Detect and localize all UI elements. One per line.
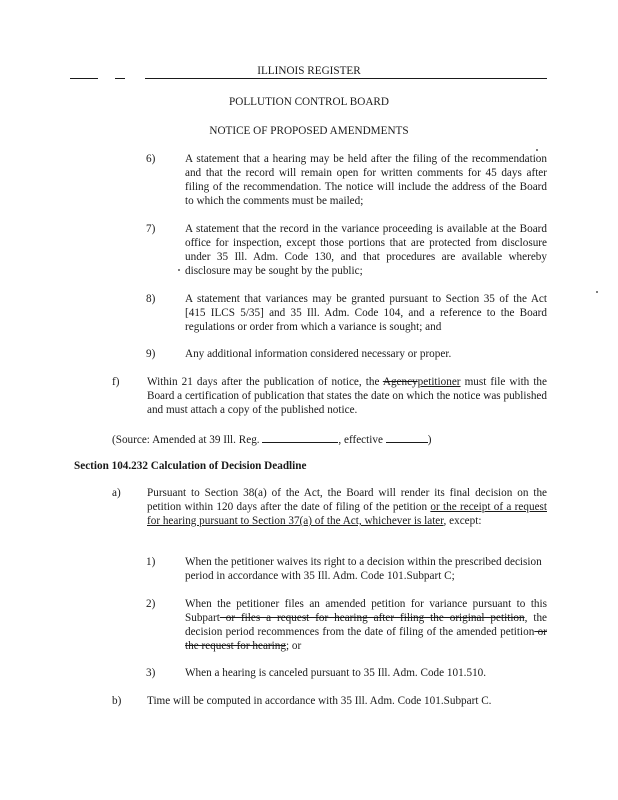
blank-line: [386, 431, 428, 443]
item-text: A statement that a hearing may be held after the filing of the recommendation and that the record will remain open for written comments for 45 days after filing of the recommendation. The notice will include the address of the Board to which the comments must be mailed;: [185, 153, 547, 207]
item-number: 6): [146, 153, 156, 165]
plain-text: Pursuant to Section 38(a) of the Act, the Board will render its final decision on the petition within 120 days after the date of filing of the petition: [147, 487, 547, 513]
notice-title: NOTICE OF PROPOSED AMENDMENTS: [209, 125, 409, 137]
inserted-text: petitioner: [417, 376, 461, 388]
plain-text: , except:: [443, 515, 482, 527]
plain-text: must file with the Board a certification of publication that states the date on which the notice was published and must attach a copy of the published notice.: [147, 376, 547, 416]
item-text: A statement that the record in the variance proceeding is available at the Board office for inspection, except those portions that are protected from disclosure under 35 Ill. Adm. Code 130, and that procedures are available whereby disclosure may be sought by the public;: [185, 223, 547, 277]
struck-text: Agency: [382, 376, 418, 388]
blank-line: [262, 431, 338, 443]
board-title: POLLUTION CONTROL BOARD: [229, 96, 389, 108]
section-heading: Section 104.232 Calculation of Decision Deadline: [74, 460, 307, 472]
item-number: 9): [146, 348, 156, 360]
source-middle: , effective: [338, 434, 386, 446]
plain-text: ; or: [285, 640, 302, 652]
inserted-text: or the receipt of a request for hearing pursuant to Section 37(a) of the Act, whichever is later: [147, 501, 547, 527]
item-text: A statement that variances may be granted pursuant to Section 35 of the Act [415 ILCS 5/35] and 35 Ill. Adm. Code 104, and a reference to the Board regulations or order from which a variance is sought; and: [185, 293, 547, 333]
struck-text: or the request for hearing: [185, 626, 547, 652]
item-text: Any additional information considered necessary or proper.: [185, 348, 452, 360]
item-text-b: Time will be computed in accordance with 35 Ill. Adm. Code 101.Subpart C.: [147, 695, 492, 707]
item-number: 3): [146, 667, 156, 679]
item-text-f: [147, 375, 547, 417]
header-rule-main: [145, 78, 547, 79]
scan-speck: [536, 149, 538, 151]
plain-text: , the decision period recommences from the date of filing of the amended petition: [185, 612, 547, 638]
item-letter: f): [112, 376, 120, 388]
item-text: When the petitioner waives its right to a decision within the prescribed decision period in accordance with 35 Ill. Adm. Code 101.Subpart C;: [185, 556, 542, 582]
header-rule-short-dash: [115, 78, 125, 79]
item-number: 8): [146, 293, 156, 305]
source-line: [112, 431, 431, 447]
plain-text: Within 21 days after the publication of notice, the: [147, 376, 383, 388]
scan-speck: [596, 291, 598, 293]
item-number: 7): [146, 223, 156, 235]
source-prefix: (Source: Amended at 39 Ill. Reg.: [112, 434, 263, 446]
item-text: When a hearing is canceled pursuant to 35 Ill. Adm. Code 101.510.: [185, 667, 487, 679]
item-letter: b): [112, 695, 122, 707]
source-suffix: ): [427, 434, 432, 446]
item-number: 2): [146, 598, 156, 610]
scan-speck: [178, 269, 180, 271]
item-number: 1): [146, 556, 156, 568]
item-text-a: [147, 486, 547, 528]
item-text-2: [185, 597, 547, 653]
plain-text: When the petitioner files an amended petition for variance pursuant to this Subpart: [185, 598, 547, 624]
struck-text: or files a request for hearing after filing the original petition: [219, 612, 525, 624]
register-title: ILLINOIS REGISTER: [257, 65, 361, 77]
item-letter: a): [112, 487, 121, 499]
header-rule-left-dash: [70, 78, 98, 79]
